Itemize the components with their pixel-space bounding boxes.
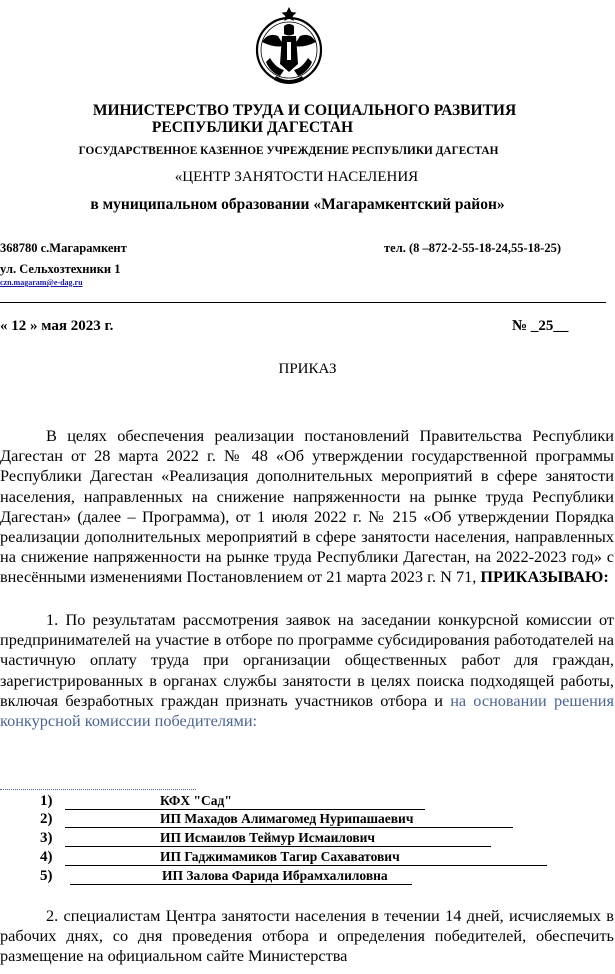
winner-name: ИП Махадов Алимагомед Нурипашаевич	[160, 811, 414, 826]
order-number: № _25__	[512, 318, 569, 334]
ministry-title-line1: МИНИСТЕРСТВО ТРУДА И СОЦИАЛЬНОГО РАЗВИТИЯ	[92, 102, 517, 119]
item2-paragraph	[0, 906, 614, 967]
address-line1: 368780 с.Магарамкент	[0, 241, 127, 255]
order-keyword: ПРИКАЗЫВАЮ:	[480, 567, 609, 587]
institution-name: ГОСУДАРСТВЕННОЕ КАЗЕННОЕ УЧРЕЖДЕНИЕ РЕСПУБЛИКИ ДАГЕСТАН	[78, 145, 499, 157]
address-line2: ул. Сельхозтехники 1	[0, 262, 121, 276]
email-link[interactable]: czn.magaram@e-dag.ru	[0, 278, 83, 287]
header-divider	[0, 302, 606, 303]
winner-number: 3)	[40, 830, 53, 846]
winner-name: ИП Залова Фарида Ибрамхалиловна	[162, 868, 388, 883]
preamble-text: В целях обеспечения реализации постановлений Правительства Республики Дагестан от 28 марта 2022 г. № 48 «Об утверждении государственной программы Республики Дагестан «Реализация дополнительных мероприятий в сфере занятости населения, направленных на снижение напряженности на рынке труда Республики Дагестан» (далее – Программа), от 1 июля 2022 г. № 215 «Об утверждении Порядка реализации дополнительных мероприятий в сфере занятости населения, направленных на снижение напряженности на рынке труда Республики Дагестан, на 2022-2023 год» с внесёнными изменениями Постановлением от 21 марта 2023 г. N 71,	[0, 426, 614, 587]
preamble-paragraph	[0, 426, 614, 588]
winner-name: КФХ "Сад"	[160, 793, 232, 808]
center-name: «ЦЕНТР ЗАНЯТОСТИ НАСЕЛЕНИЯ	[174, 169, 419, 185]
coat-of-arms-emblem	[254, 2, 324, 94]
ministry-title-line2: РЕСПУБЛИКИ ДАГЕСТАН	[151, 119, 354, 136]
phone-number: тел. (8 –872-2-55-18-24,55-18-25)	[384, 241, 562, 255]
winner-number: 2)	[40, 811, 53, 827]
winner-number: 4)	[40, 849, 53, 865]
item1-paragraph	[0, 610, 614, 731]
winner-number: 1)	[40, 793, 53, 809]
highlight-underline	[0, 789, 196, 790]
winner-name: ИП Гаджимамиков Тагир Сахаватович	[160, 849, 400, 864]
item1-text: 1. По результатам рассмотрения заявок на заседании конкурсной комиссии от предпринимателей на участие в отборе по программе субсидирования работодателей на частичную оплату труда при организации общественных работ для граждан, зарегистрированных в органах службы занятости в целях поиска подходящей работы, включая безработных граждан признать участников отбора и	[0, 610, 614, 710]
order-date: « 12 » мая 2023 г.	[0, 318, 114, 334]
item2-text: 2. специалистам Центра занятости населения в течении 14 дней, исчисляемых в рабочих днях, со дня проведения отбора и определения победителей, обеспечить размещение на официальном сайте Министерства	[0, 906, 614, 966]
order-title: ПРИКАЗ	[278, 361, 337, 377]
item1-highlight: на основании решения конкурсной комиссии победителями:	[0, 690, 614, 731]
winner-number: 5)	[40, 868, 53, 884]
municipality-name: в муниципальном образовании «Магарамкентский район»	[90, 196, 505, 213]
winner-name: ИП Исмаилов Теймур Исмаилович	[160, 830, 376, 845]
